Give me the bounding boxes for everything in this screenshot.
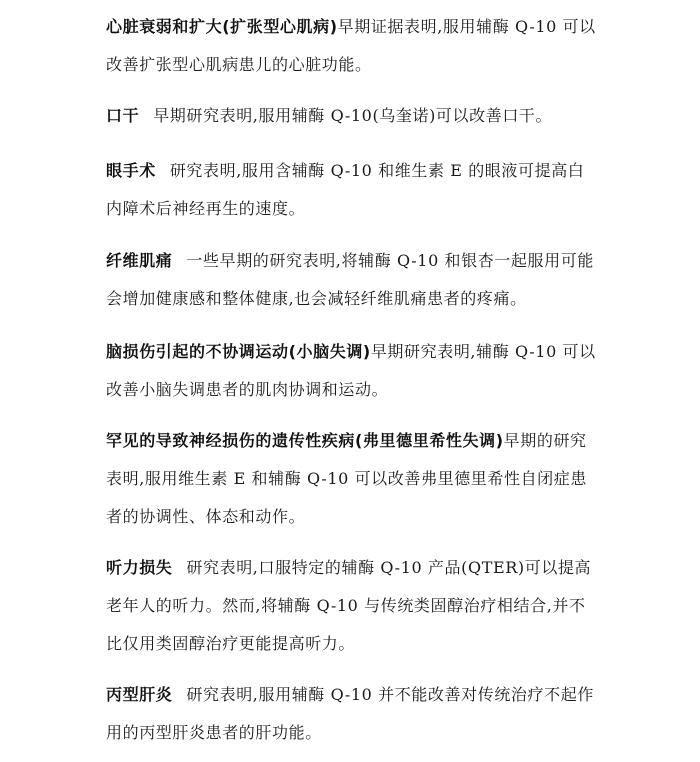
entry-term: 丙型肝炎 <box>106 685 173 704</box>
entry-text: 早期证据表明,服用辅酶 Q-10 可以改善扩张型心肌病患儿的心脏功能。 <box>106 17 596 74</box>
entry-term: 口干 <box>106 106 140 125</box>
entry-hepatitis-c <box>106 676 598 752</box>
entry-term: 心脏衰弱和扩大(扩张型心肌病) <box>106 17 338 36</box>
entry-term: 眼手术 <box>106 161 156 180</box>
entry-text: 早期的研究表明,服用维生素 E 和辅酶 Q-10 可以改善弗里德里希性自闭症患者的协调性、体态和动作。 <box>106 431 587 526</box>
entry-term: 罕见的导致神经损伤的遗传性疾病(弗里德里希性失调) <box>106 431 504 450</box>
entry-term: 纤维肌痛 <box>106 251 173 270</box>
entry-text: 研究表明,服用辅酶 Q-10 并不能改善对传统治疗不起作用的丙型肝炎患者的肝功能。 <box>106 685 594 742</box>
entry-text: 一些早期的研究表明,将辅酶 Q-10 和银杏一起服用可能会增加健康感和整体健康,也会减轻纤维肌痛患者的疼痛。 <box>106 251 594 308</box>
entry-term: 脑损伤引起的不协调运动(小脑失调) <box>106 342 371 361</box>
entry-fibromyalgia <box>106 242 598 318</box>
entry-text: 早期研究表明,服用辅酶 Q-10(乌奎诺)可以改善口干。 <box>153 106 553 125</box>
entry-eye-surgery <box>106 152 598 228</box>
entry-text: 早期研究表明,辅酶 Q-10 可以改善小脑失调患者的肌肉协调和运动。 <box>106 342 596 399</box>
entry-hearing-loss <box>106 549 598 663</box>
entry-text: 研究表明,服用含辅酶 Q-10 和维生素 E 的眼液可提高白内障术后神经再生的速度。 <box>106 161 585 218</box>
entry-cerebellar-ataxia <box>106 333 598 409</box>
entry-term: 听力损失 <box>106 558 173 577</box>
entry-dry-mouth <box>106 97 598 135</box>
entry-text: 研究表明,口服特定的辅酶 Q-10 产品(QTER)可以提高老年人的听力。然而,将辅酶 Q-10 与传统类固醇治疗相结合,并不比仅用类固醇治疗更能提高听力。 <box>106 558 592 653</box>
entry-friedreich-ataxia <box>106 422 598 536</box>
entry-dilated-cardiomyopathy <box>106 8 598 84</box>
